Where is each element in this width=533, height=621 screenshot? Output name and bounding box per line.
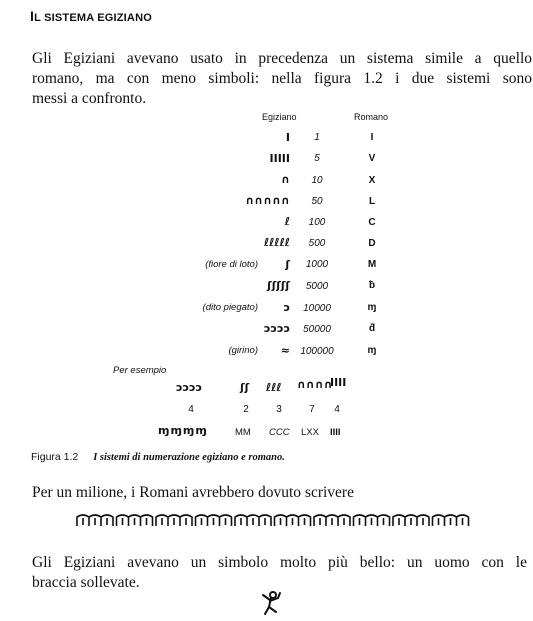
hundred-thousand-symbol xyxy=(314,515,350,526)
example-glyph: IIII xyxy=(330,376,347,389)
egyptian-glyph: IIIII xyxy=(269,152,290,165)
example-glyph: ↄↄↄↄ xyxy=(176,381,203,394)
hundred-thousand-symbol xyxy=(117,515,153,526)
decimal-value: 100000 xyxy=(300,346,334,357)
roman-symbol: M xyxy=(367,259,377,270)
decimal-value: 10000 xyxy=(303,303,331,314)
egyptian-glyph: ℓ xyxy=(284,215,290,228)
example-label: Per esempio xyxy=(113,365,167,376)
roman-symbol: I xyxy=(370,132,374,143)
hundred-thousand-symbol xyxy=(433,515,469,526)
figure-caption-text: I sistemi di numerazione egiziano e romano. xyxy=(93,452,285,463)
decimal-value: 100 xyxy=(308,217,326,228)
egyptian-glyph: ∩∩∩∩∩ xyxy=(245,194,290,207)
example-glyph: ∩∩∩∩ xyxy=(297,378,333,391)
hundred-thousand-symbol xyxy=(77,515,113,526)
example-roman-ccc: CCC xyxy=(269,427,290,438)
heading-initial: I xyxy=(30,8,35,24)
decimal-value: 1 xyxy=(314,132,320,143)
egyptian-glyph: ∩ xyxy=(281,173,290,186)
egyptian-glyph: ʃʃʃʃʃ xyxy=(267,279,290,292)
roman-symbol: X xyxy=(368,175,376,186)
million-paragraph: Per un milione, i Romani avrebbero dovuto scrivere xyxy=(32,484,354,501)
figure-caption xyxy=(31,451,285,463)
example-digit: 7 xyxy=(309,404,315,415)
header-egyptian: Egiziano xyxy=(262,112,297,122)
roman-symbol: L xyxy=(368,196,376,207)
paragraph-line: braccia sollevate. xyxy=(32,574,140,591)
example-digit: 4 xyxy=(334,404,340,415)
figure-label: Figura 1.2 xyxy=(31,451,79,463)
example-digit: 4 xyxy=(188,404,194,415)
hundred-thousand-symbol xyxy=(235,515,271,526)
egyptian-glyph: ↄ xyxy=(283,301,290,314)
roman-symbol: ƌ xyxy=(368,323,376,334)
roman-symbol: ɱ xyxy=(367,302,377,313)
decimal-value: 50000 xyxy=(303,324,331,335)
man-raised-arms-icon xyxy=(258,590,286,618)
egyptian-glyph: ℓℓℓℓℓ xyxy=(264,236,290,249)
decimal-value: 50 xyxy=(311,196,323,207)
roman-symbol: ɱ xyxy=(367,345,377,356)
decimal-value: 1000 xyxy=(305,259,329,270)
example-roman-mm: MM xyxy=(235,427,251,438)
roman-symbol: C xyxy=(368,217,376,228)
hundred-thousand-symbol xyxy=(393,515,429,526)
example-roman-lxx: LXX xyxy=(301,427,319,438)
roman-symbol: V xyxy=(368,153,376,164)
closing-paragraph xyxy=(32,553,527,593)
section-heading xyxy=(30,8,152,24)
example-glyph: ʃʃ xyxy=(240,381,250,394)
roman-symbol: ƀ xyxy=(368,280,376,291)
hundred-thousand-symbol xyxy=(275,515,311,526)
egyptian-glyph: ≈ xyxy=(280,344,290,357)
glyph-note: (fiore di loto) xyxy=(205,259,258,270)
header-roman: Romano xyxy=(354,112,389,122)
glyph-note: (dito piegato) xyxy=(202,302,258,313)
paragraph-line: messi a confronto. xyxy=(32,90,147,107)
paragraph-line: Gli Egiziani avevano un simbolo molto più bello: un uomo con le xyxy=(32,554,527,571)
roman-symbol: D xyxy=(368,238,376,249)
example-digit: 3 xyxy=(276,404,282,415)
decimal-value: 10 xyxy=(311,175,323,186)
roman-million-symbols xyxy=(76,512,471,528)
example-digit: 2 xyxy=(243,404,249,415)
heading-rest: L SISTEMA EGIZIANO xyxy=(34,12,152,24)
example-roman-iiii: IIII xyxy=(330,427,341,438)
paragraph-line: romano, ma con meno simboli: nella figura 1.2 i due sistemi sono xyxy=(32,70,532,87)
egyptian-glyph: ↄↄↄↄ xyxy=(263,322,290,335)
egyptian-glyph: I xyxy=(285,131,290,144)
hundred-thousand-symbol-row xyxy=(77,515,469,526)
hundred-thousand-symbol xyxy=(354,515,390,526)
glyph-note: (girino) xyxy=(228,345,258,356)
example-roman-big: ɱɱɱɱ xyxy=(158,424,208,437)
intro-paragraph xyxy=(32,49,532,109)
egyptian-glyph: ʃ xyxy=(285,258,290,271)
hundred-thousand-symbol xyxy=(156,515,192,526)
decimal-value: 5 xyxy=(314,153,320,164)
hundred-thousand-symbol xyxy=(196,515,232,526)
decimal-value: 5000 xyxy=(305,281,329,292)
decimal-value: 500 xyxy=(308,238,326,249)
example-glyph: ℓℓℓ xyxy=(266,381,282,394)
paragraph-line: Gli Egiziani avevano usato in precedenza un sistema simile a quello xyxy=(32,50,532,67)
